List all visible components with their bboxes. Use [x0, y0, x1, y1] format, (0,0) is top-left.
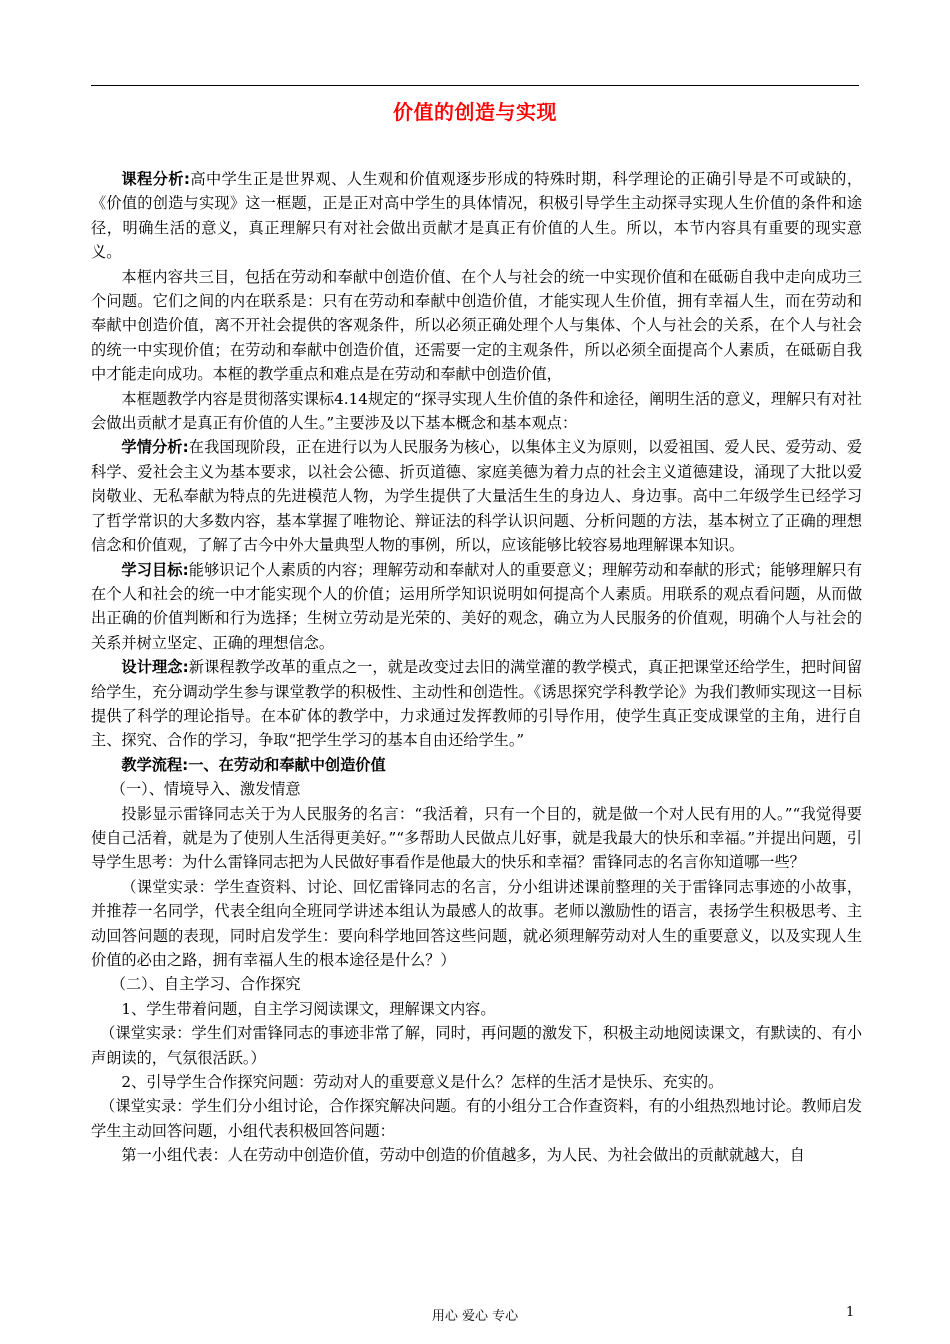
- paragraph-step2-item1: 1、学生带着问题，自主学习阅读课文，理解课文内容。: [121, 999, 496, 1018]
- header-rule: [91, 85, 859, 86]
- label-teaching-flow: 教学流程:: [121, 755, 189, 774]
- label-design-concept: 设计理念:: [121, 658, 189, 677]
- paragraph-teaching-flow: [91, 753, 862, 777]
- text-design-concept: 新课程教学改革的重点之一，就是改变过去旧的满堂灌的教学模式，真正把课堂还给学生，把时间留给学生，充分调动学生参与课堂教学的积极性、主动性和创造性。《诱思探究学科教学论》为我们教师实现这一目标提供了科学的理论指导。在本矿体的教学中，力求通过发挥教师的引导作用，使学生真正变成课堂的主角，进行自主、探究、合作的学习，争取“把学生学习的基本自由还给学生。”: [91, 658, 863, 750]
- paragraph-step2-record1: （课堂实录：学生们对雷锋同志的事迹非常了解，同时，再问题的激发下，积极主动地阅读课文，有默读的、有小声朗读的，气氛很活跃。）: [91, 1024, 862, 1067]
- label-learning-goals: 学习目标:: [121, 560, 189, 579]
- paragraph-step2-item2: 2、引导学生合作探究问题：劳动对人的重要意义是什么？怎样的生活才是快乐、充实的。: [121, 1073, 724, 1092]
- page-title: 价值的创造与实现: [393, 100, 557, 124]
- document-body: [91, 167, 862, 1168]
- paragraph-design-concept: [91, 655, 862, 753]
- text-course-analysis: 高中学生正是世界观、人生观和价值观逐步形成的特殊时期，科学理论的正确引导是不可或缺的，《价值的创造与实现》这一框题，正是正对高中学生的具体情况，积极引导学生主动探寻实现人生价值的条件和途径，明确生活的意义，真正理解只有对社会做出贡献才是真正有价值的人生。所以，本节内容具有重要的现实意义。: [91, 170, 863, 262]
- text-student-analysis: 在我国现阶段，正在进行以为人民服务为核心，以集体主义为原则，以爱祖国、爱人民、爱劳动、爱科学、爱社会主义为基本要求，以社会公德、折页道德、家庭美德为着力点的社会主义道德建设，涌现了大批以爱岗敬业、无私奉献为特点的先进模范人物，为学生提供了大量活生生的身边人、身边事。高中二年级学生已经学习了哲学常识的大多数内容，基本掌握了唯物论、辩证法的科学认识问题、分析问题的方法，基本树立了正确的理想信念和价值观，了解了古今中外大量典型人物的事例，所以，应该能够比较容易地理解课本知识。: [91, 438, 863, 555]
- text-teaching-flow: 一、在劳动和奉献中创造价值: [188, 755, 386, 774]
- paragraph-step1-record: （课堂实录：学生查资料、讨论、回忆雷锋同志的名言，分小组讲述课前整理的关于雷锋同志事迹的小故事，并推荐一名同学，代表全组向全班同学讲述本组认为最感人的故事。老师以激励性的语言，表扬学生积极思考、主动回答问题的表现，同时启发学生：要向科学地回答这些问题，就必须理解劳动对人生的重要意义，以及实现人生价值的必由之路，拥有幸福人生的根本途径是什么？）: [91, 877, 862, 969]
- paragraph-standard: 本框题教学内容是贯彻落实课标4.14规定的“探寻实现人生价值的条件和途径，阐明生活的意义，理解只有对社会做出贡献才是真正有价值的人生。”主要涉及以下基本概念和基本观点：: [91, 389, 862, 433]
- label-course-analysis: 课程分析:: [121, 170, 190, 188]
- heading-step2: （二）、自主学习、合作探究: [110, 975, 301, 994]
- paragraph-course-analysis: [91, 167, 862, 265]
- label-student-analysis: 学情分析:: [121, 438, 189, 457]
- paragraph-structure: 本框内容共三目，包括在劳动和奉献中创造价值、在个人与社会的统一中实现价值和在砥砺自我中走向成功三个问题。它们之间的内在联系是：只有在劳动和奉献中创造价值，才能实现人生价值，拥有幸福人生，而在劳动和奉献中创造价值，离不开社会提供的客观条件，所以必须正确处理个人与集体、个人与社会的关系，在个人与社会的统一中实现价值；在劳动和奉献中创造价值，还需要一定的主观条件，所以必须全面提高个人素质，在砥砺自我中才能走向成功。本框的教学重点和难点是在劳动和奉献中创造价值，: [91, 267, 862, 384]
- paragraph-group1: 第一小组代表：人在劳动中创造价值，劳动中创造的价值越多，为人民、为社会做出的贡献就越大，自: [121, 1146, 805, 1165]
- paragraph-step2-record2: （课堂实录：学生们分小组讨论，合作探究解决问题。有的小组分工合作查资料，有的小组热烈地讨论。教师启发学生主动回答问题，小组代表积极回答问题：: [91, 1097, 862, 1140]
- paragraph-student-analysis: [91, 435, 862, 557]
- paragraph-learning-goals: [91, 558, 862, 656]
- heading-step1: （一）、情境导入、激发情意: [110, 780, 301, 799]
- page-number: 1: [846, 1305, 855, 1320]
- paragraph-step1: 投影显示雷锋同志关于为人民服务的名言：“我活着，只有一个目的，就是做一个对人民有用的人。”“我觉得要使自己活着，就是为了使别人生活得更美好。”“多帮助人民做点儿好事，就是我最大的快乐和幸福。”并提出问题，引导学生思考：为什么雷锋同志把为人民做好事看作是他最大的快乐和幸福？雷锋同志的名言你知道哪一些？: [91, 804, 862, 872]
- text-learning-goals: 能够识记个人素质的内容；理解劳动和奉献对人的重要意义；理解劳动和奉献的形式；能够理解只有在个人和社会的统一中才能实现个人的价值；运用所学知识说明如何提高个人素质。用联系的观点看问题，从而做出正确的价值判断和行为选择；生树立劳动是光荣的、美好的观念，确立为人民服务的价值观，明确个人与社会的关系并树立坚定、正确的理想信念。: [91, 560, 863, 652]
- footer-motto: 用心 爱心 专心: [431, 1309, 519, 1324]
